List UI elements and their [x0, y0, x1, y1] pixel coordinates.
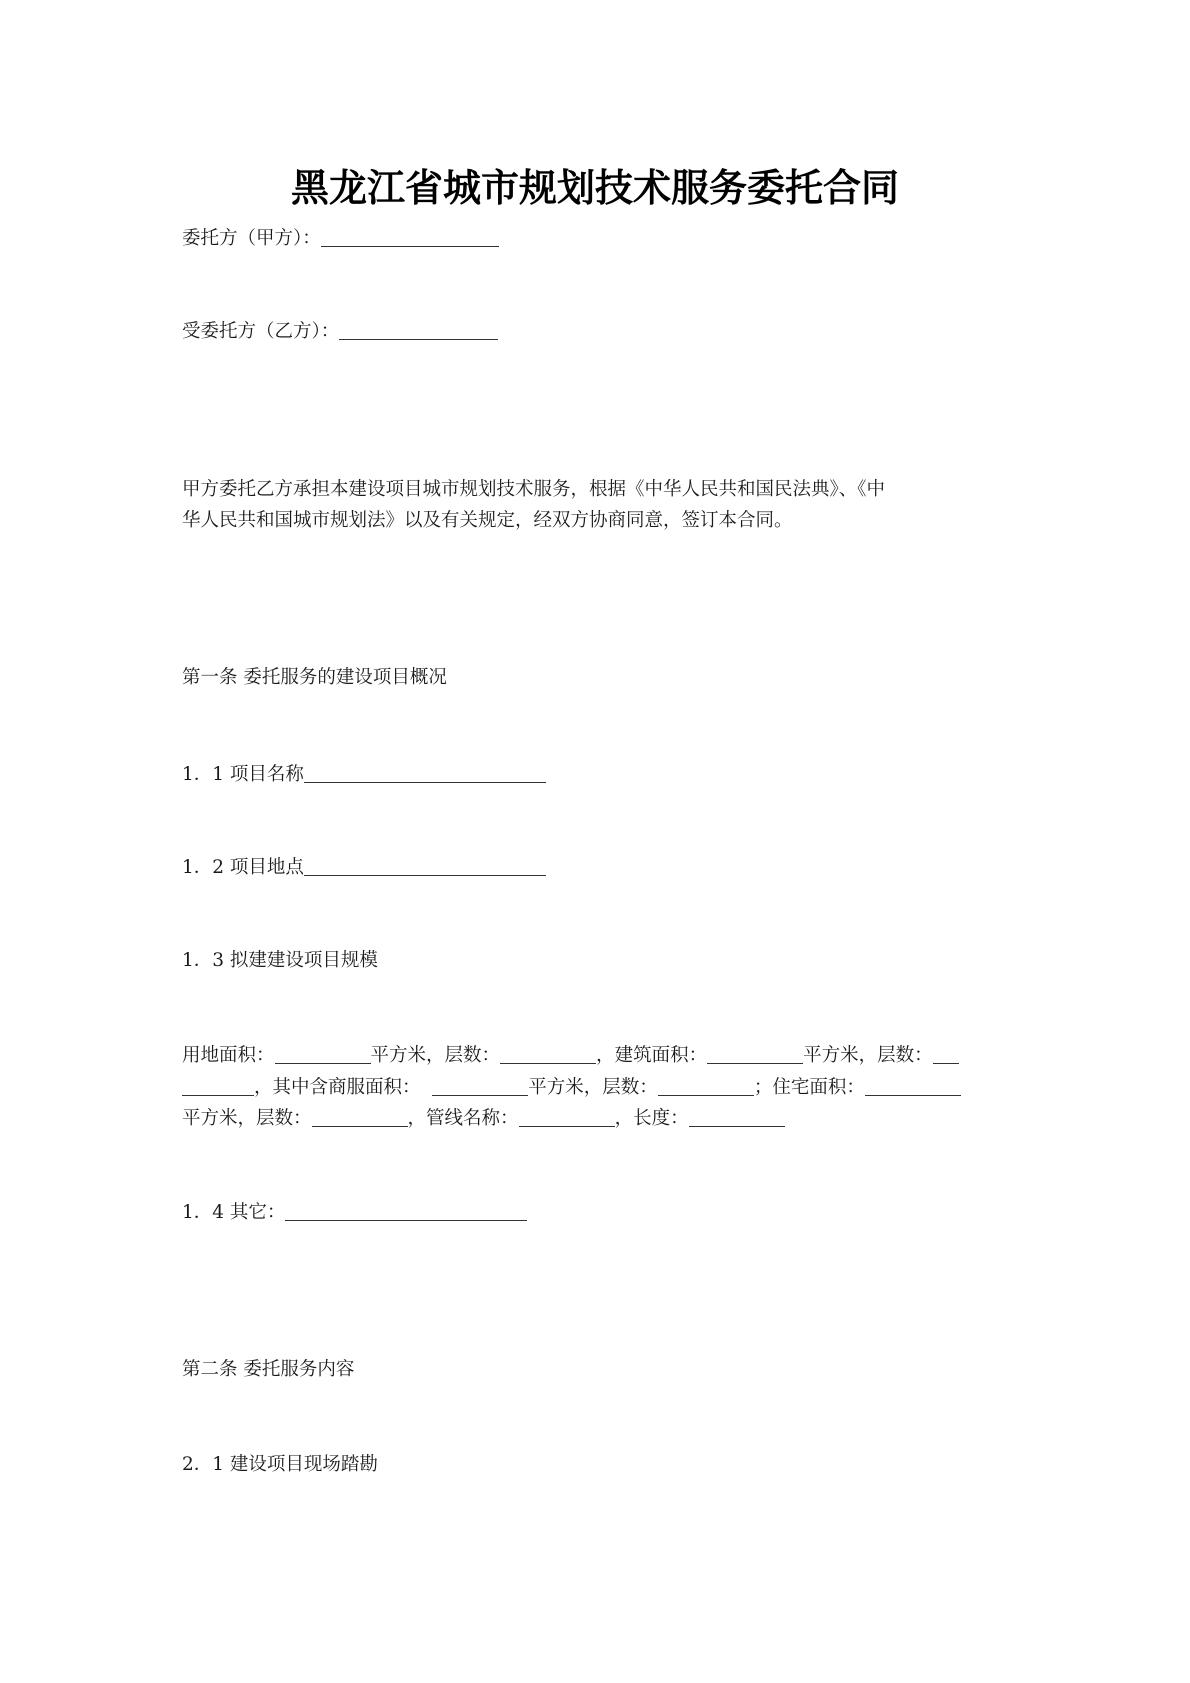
article-2-heading: 第二条 委托服务内容 [182, 1359, 355, 1380]
item-1-1-line [182, 764, 546, 786]
commercial-floors-blank[interactable] [658, 1077, 754, 1096]
floors-label: 层数： [444, 1045, 501, 1066]
building-area-label: 建筑面积： [614, 1045, 708, 1066]
party-a-blank[interactable] [321, 228, 499, 247]
scale-line-1 [182, 1045, 959, 1067]
party-a-label: 委托方（甲方）： [182, 228, 321, 249]
party-b-label: 受委托方（乙方）： [182, 321, 340, 342]
sqm-label: 平方米， [803, 1045, 878, 1066]
sqm-label: 平方米， [528, 1077, 603, 1098]
floors-label: 层数： [256, 1108, 312, 1129]
preamble-line-2: 华人民共和国城市规划法》以及有关规定，经双方协商同意，签订本合同。 [182, 510, 793, 531]
scale-line-2 [182, 1077, 961, 1099]
other-blank[interactable] [285, 1202, 527, 1221]
comma: ， [407, 1108, 427, 1129]
land-area-label: 用地面积： [182, 1045, 275, 1066]
floors-label: 层数： [602, 1077, 658, 1098]
project-name-blank[interactable] [304, 764, 546, 783]
preamble-paragraph [182, 474, 1020, 536]
project-location-blank[interactable] [304, 857, 546, 876]
building-area-blank[interactable] [707, 1045, 803, 1064]
party-b-blank[interactable] [339, 321, 498, 340]
residential-area-label: 住宅面积： [772, 1077, 865, 1098]
item-1-1-label: 1．1 项目名称 [182, 764, 304, 785]
sqm-label: 平方米， [370, 1045, 445, 1066]
residential-floors-blank[interactable] [312, 1108, 408, 1127]
party-b-line [182, 321, 498, 343]
length-label: 长度： [633, 1108, 689, 1129]
item-1-2-line [182, 857, 546, 879]
item-1-3-heading: 1．3 拟建建设项目规模 [182, 950, 378, 971]
building-floors-blank-start[interactable] [933, 1045, 959, 1064]
commercial-area-blank[interactable] [432, 1077, 528, 1096]
party-a-line [182, 228, 499, 250]
land-floors-blank[interactable] [500, 1045, 596, 1064]
preamble-line-1: 甲方委托乙方承担本建设项目城市规划技术服务，根据《中华人民共和国民法典》、《中 [182, 479, 886, 500]
building-floors-blank-end[interactable] [182, 1077, 254, 1096]
length-blank[interactable] [689, 1108, 785, 1127]
document-title: 黑龙江省城市规划技术服务委托合同 [290, 166, 899, 210]
sqm-label: 平方米， [182, 1108, 257, 1129]
commercial-area-label: ，其中含商服面积： [254, 1077, 421, 1098]
item-1-4-line [182, 1202, 527, 1224]
item-2-1-heading: 2．1 建设项目现场踏勘 [182, 1454, 378, 1475]
comma: ， [596, 1045, 615, 1066]
residential-area-blank[interactable] [865, 1077, 961, 1096]
floors-label: 层数： [877, 1045, 933, 1066]
scale-line-3 [182, 1108, 785, 1130]
comma: ， [614, 1108, 634, 1129]
pipeline-name-label: 管线名称： [426, 1108, 519, 1129]
semicolon: ； [753, 1077, 773, 1098]
land-area-blank[interactable] [275, 1045, 371, 1064]
pipeline-name-blank[interactable] [519, 1108, 615, 1127]
article-1-heading: 第一条 委托服务的建设项目概况 [182, 667, 447, 688]
item-1-4-label: 1．4 其它： [182, 1202, 286, 1223]
item-1-2-label: 1．2 项目地点 [182, 857, 304, 878]
